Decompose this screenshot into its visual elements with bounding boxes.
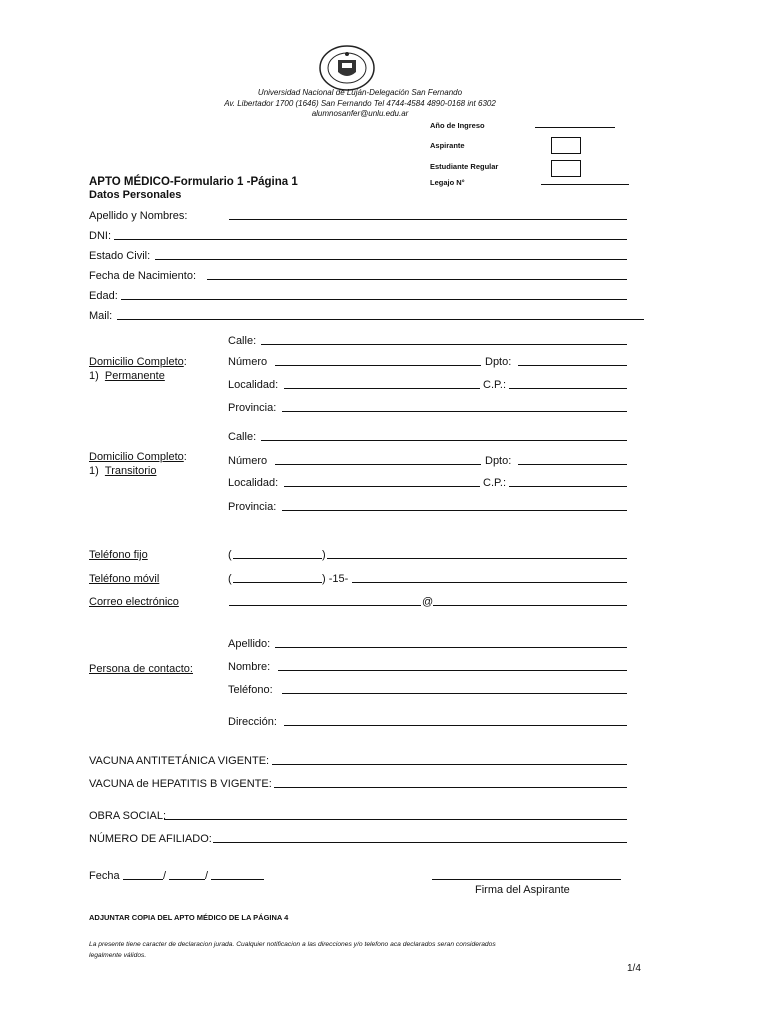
telefono-fijo-label: Teléfono fijo — [89, 549, 148, 561]
vacuna-hepatitis-field[interactable] — [274, 787, 627, 788]
contacto-telefono-field[interactable] — [282, 693, 627, 694]
dni-field[interactable] — [114, 239, 627, 240]
contacto-telefono-label: Teléfono: — [228, 684, 273, 696]
domicilio-permanente-heading: Domicilio Completo: — [89, 356, 187, 368]
perm-localidad-field[interactable] — [284, 388, 480, 389]
edad-field[interactable] — [121, 299, 627, 300]
contacto-direccion-field[interactable] — [284, 725, 627, 726]
contacto-apellido-label: Apellido: — [228, 638, 271, 650]
fijo-paren-open: ( — [228, 549, 232, 561]
contacto-nombre-label: Nombre: — [228, 661, 271, 673]
correo-domain-field[interactable] — [433, 605, 627, 606]
movil-area-field[interactable] — [233, 582, 322, 583]
estado-civil-label: Estado Civil: — [89, 250, 151, 262]
telefono-movil-label: Teléfono móvil — [89, 573, 160, 585]
perm-dpto-label: Dpto: — [485, 356, 512, 368]
aspirante-label: Aspirante — [430, 141, 465, 150]
fecha-label: Fecha — [89, 870, 120, 882]
aspirante-checkbox[interactable] — [551, 137, 581, 154]
telefono-fijo-field[interactable] — [327, 558, 627, 559]
transitorio-label: 1) Transitorio — [89, 465, 157, 477]
perm-dpto-field[interactable] — [518, 365, 627, 366]
movil-prefix: ) -15- — [322, 573, 349, 585]
obra-social-field[interactable] — [164, 819, 627, 820]
header-university: Universidad Nacional de Luján-Delegación San Fernando — [257, 88, 463, 97]
university-seal-icon — [318, 44, 376, 92]
perm-localidad-label: Localidad: — [228, 379, 279, 391]
estudiante-regular-checkbox[interactable] — [551, 160, 581, 177]
form-title: APTO MÉDICO-Formulario 1 -Página 1 — [89, 176, 298, 188]
correo-label: Correo electrónico — [89, 596, 179, 608]
contacto-apellido-field[interactable] — [275, 647, 627, 648]
trans-calle-label: Calle: — [228, 431, 257, 443]
numero-afiliado-label: NÚMERO DE AFILIADO: — [89, 833, 212, 845]
correo-user-field[interactable] — [229, 605, 421, 606]
apellido-nombres-field[interactable] — [229, 219, 627, 220]
trans-cp-field[interactable] — [509, 486, 627, 487]
perm-cp-label: C.P.: — [483, 379, 507, 391]
fecha-mes-field[interactable] — [169, 879, 205, 880]
fecha-nacimiento-label: Fecha de Nacimiento: — [89, 270, 196, 282]
numero-afiliado-field[interactable] — [213, 842, 627, 843]
obra-social-label: OBRA SOCIAL: — [89, 810, 167, 822]
estado-civil-field[interactable] — [155, 259, 627, 260]
contacto-nombre-field[interactable] — [278, 670, 627, 671]
trans-numero-label: Número — [228, 455, 268, 467]
fecha-slash-2: / — [205, 870, 209, 882]
form-subtitle: Datos Personales — [89, 189, 182, 201]
page-number: 1/4 — [627, 963, 641, 974]
anio-ingreso-label: Año de Ingreso — [430, 121, 485, 130]
mail-label: Mail: — [89, 310, 113, 322]
edad-label: Edad: — [89, 290, 118, 302]
trans-localidad-field[interactable] — [284, 486, 480, 487]
firma-label: Firma del Aspirante — [475, 884, 570, 896]
domicilio-transitorio-heading: Domicilio Completo: — [89, 451, 187, 463]
apellido-nombres-label: Apellido y Nombres: — [89, 210, 188, 222]
contacto-direccion-label: Dirección: — [228, 716, 277, 728]
fijo-area-field[interactable] — [233, 558, 322, 559]
fecha-dia-field[interactable] — [123, 879, 163, 880]
perm-numero-label: Número — [228, 356, 268, 368]
trans-dpto-field[interactable] — [518, 464, 627, 465]
vacuna-antitetanica-field[interactable] — [272, 764, 627, 765]
mail-field[interactable] — [117, 319, 644, 320]
perm-calle-label: Calle: — [228, 335, 257, 347]
perm-provincia-label: Provincia: — [228, 402, 277, 414]
dni-label: DNI: — [89, 230, 111, 242]
trans-calle-field[interactable] — [261, 440, 627, 441]
adjuntar-note: ADJUNTAR COPIA DEL APTO MÉDICO DE LA PÁGINA 4 — [89, 913, 289, 922]
trans-localidad-label: Localidad: — [228, 477, 279, 489]
permanente-label: 1) Permanente — [89, 370, 165, 382]
perm-provincia-field[interactable] — [282, 411, 627, 412]
vacuna-hepatitis-label: VACUNA de HEPATITIS B VIGENTE: — [89, 778, 272, 790]
vacuna-antitetanica-label: VACUNA ANTITETÁNICA VIGENTE: — [89, 755, 270, 767]
fijo-paren-close: ) — [322, 549, 326, 561]
perm-numero-field[interactable] — [275, 365, 481, 366]
trans-provincia-field[interactable] — [282, 510, 627, 511]
header-address: Av. Libertador 1700 (1646) San Fernando Tel 4744-4584 4890-0168 int 6302 — [224, 99, 496, 108]
legajo-label: Legajo N° — [430, 178, 465, 187]
fecha-anio-field[interactable] — [211, 879, 264, 880]
trans-dpto-label: Dpto: — [485, 455, 512, 467]
correo-at: @ — [422, 596, 434, 608]
perm-calle-field[interactable] — [261, 344, 627, 345]
trans-provincia-label: Provincia: — [228, 501, 277, 513]
telefono-movil-field[interactable] — [352, 582, 627, 583]
estudiante-regular-label: Estudiante Regular — [430, 162, 499, 171]
perm-cp-field[interactable] — [509, 388, 627, 389]
declaracion-line-2: legalmente válidos. — [89, 952, 147, 959]
persona-contacto-label: Persona de contacto: — [89, 663, 193, 675]
fecha-slash-1: / — [163, 870, 167, 882]
trans-numero-field[interactable] — [275, 464, 481, 465]
trans-cp-label: C.P.: — [483, 477, 507, 489]
movil-paren-open: ( — [228, 573, 232, 585]
legajo-field[interactable] — [541, 184, 629, 185]
anio-ingreso-field[interactable] — [535, 127, 615, 128]
fecha-nacimiento-field[interactable] — [207, 279, 627, 280]
header-email: alumnosanfer@unlu.edu.ar — [311, 109, 409, 118]
firma-field[interactable] — [432, 879, 621, 880]
declaracion-line-1: La presente tiene caracter de declaracion jurada. Cualquier notificacion a las direcciones y/o telefono aca declarados seran considerados — [89, 941, 496, 948]
